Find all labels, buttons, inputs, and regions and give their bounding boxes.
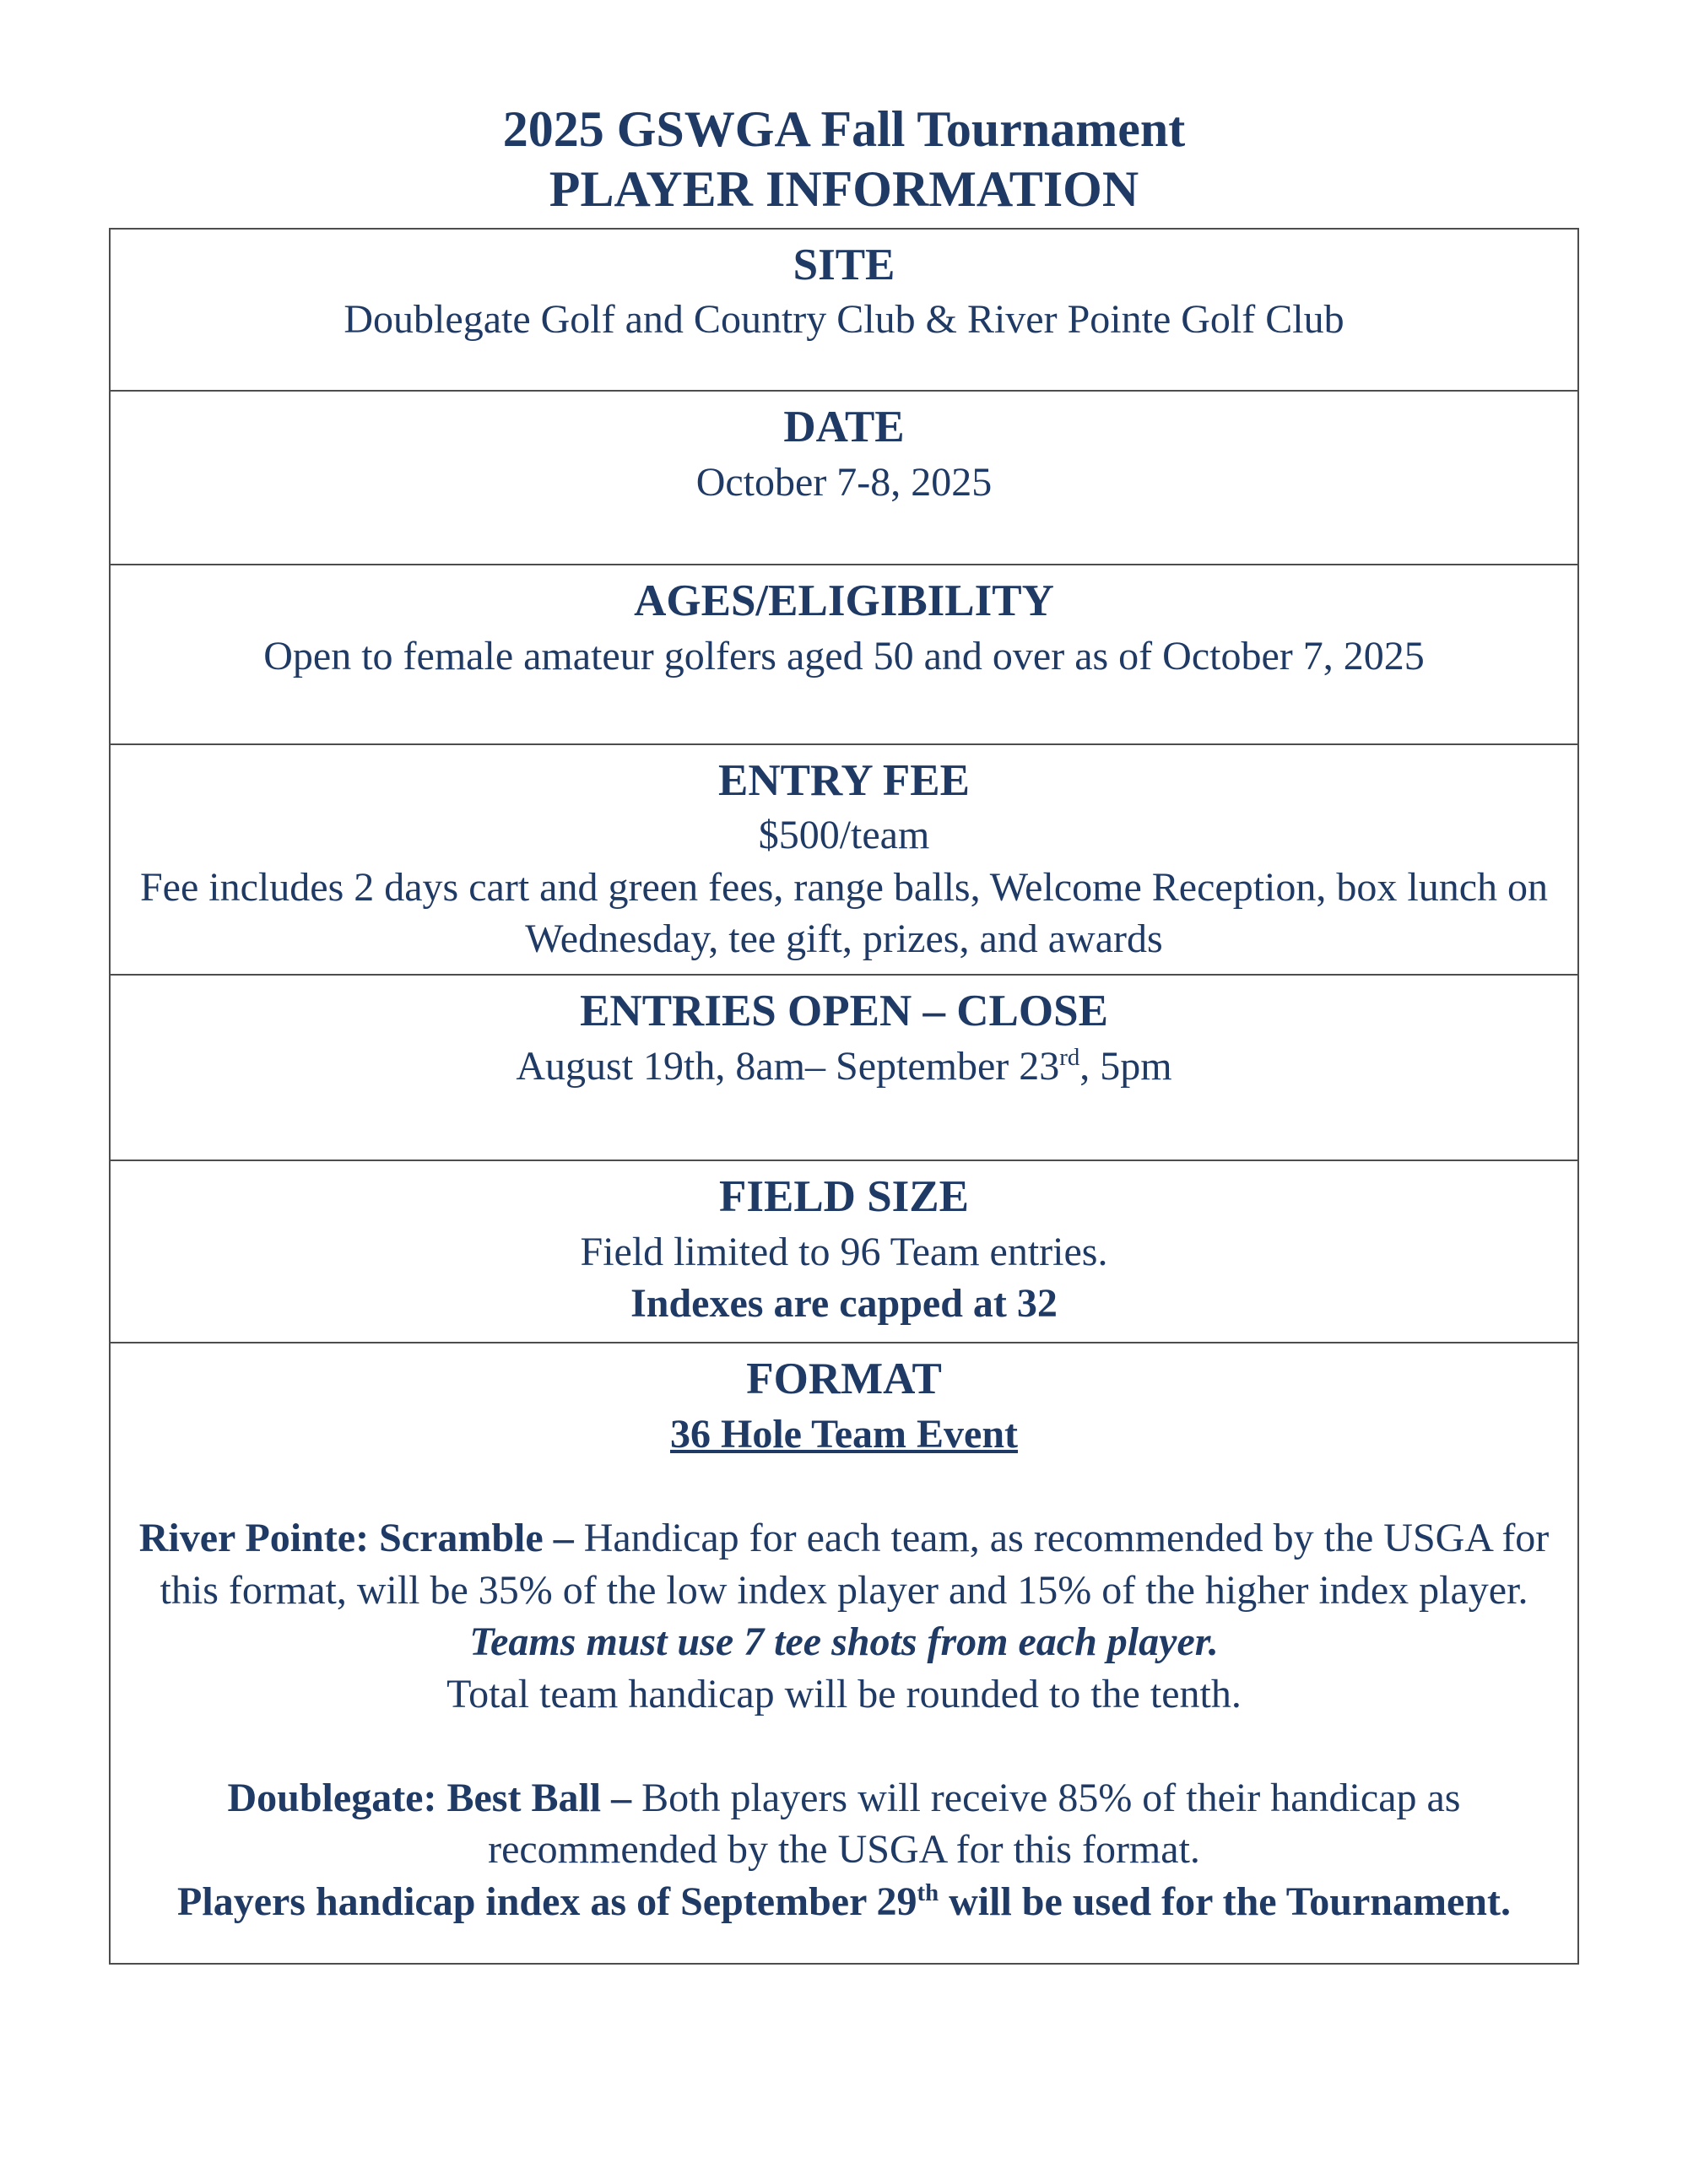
date-body: October 7-8, 2025 [695,459,993,505]
blank-line [134,1720,1554,1772]
river-pointe-paragraph [134,1512,1554,1616]
river-pointe-lead: River Pointe: Scramble – [138,1516,574,1561]
entries-superscript: rd [1059,1043,1080,1071]
section-date [111,390,1577,564]
section-ages-eligibility [111,564,1577,743]
section-site [111,230,1577,390]
doublegate-lead: Doublegate: Best Ball – [227,1775,632,1820]
section-entries-open-close [111,974,1577,1160]
handicap-index-note-part2: will be used for the Tournament. [939,1879,1511,1924]
doublegate-paragraph [134,1772,1554,1876]
document-title [0,100,1688,219]
format-heading: FORMAT [746,1354,942,1403]
entry-fee-details: Fee includes 2 days cart and green fees, range balls, Welcome Reception, box lunch on Wednesday, tee gift, prizes, and awards [139,864,1549,962]
section-field-size [111,1160,1577,1342]
ages-body: Open to female amateur golfers aged 50 and over as of October 7, 2025 [263,634,1425,679]
handicap-index-note-part1: Players handicap index as of September 29 [177,1879,917,1924]
handicap-index-note [134,1876,1554,1927]
title-line-2: PLAYER INFORMATION [549,160,1139,217]
field-size-index-cap: Indexes are capped at 32 [630,1281,1058,1327]
river-pointe-text: Handicap for each team, as recommended by the USGA for this format, will be 35% of the low index player and 15% of the higher index player. [160,1516,1550,1613]
date-heading: DATE [783,402,905,451]
river-pointe-tee-shot-rule: Teams must use 7 tee shots from each player. [469,1619,1219,1665]
title-line-1: 2025 GSWGA Fall Tournament [502,101,1186,157]
handicap-index-superscript: th [917,1879,939,1906]
field-size-limit: Field limited to 96 Team entries. [580,1230,1108,1274]
site-body: Doublegate Golf and Country Club & River Pointe Golf Club [344,297,1344,343]
player-information-table [109,228,1579,1965]
format-subheading: 36 Hole Team Event [669,1411,1018,1457]
section-entry-fee [111,743,1577,974]
entries-body-part1: August 19th, 8am– September 23 [516,1043,1060,1089]
section-format [111,1342,1577,1963]
entries-body [134,1041,1554,1092]
ages-heading: AGES/ELIGIBILITY [634,576,1054,626]
blank-line [134,1460,1554,1512]
entries-heading: ENTRIES OPEN – CLOSE [580,986,1108,1035]
entry-fee-heading: ENTRY FEE [717,755,971,805]
doublegate-text: Both players will receive 85% of their handicap as recommended by the USGA for this format. [488,1775,1461,1873]
site-heading: SITE [793,240,895,289]
entries-body-part2: , 5pm [1079,1043,1172,1089]
river-pointe-rounding-note: Total team handicap will be rounded to the tenth. [446,1671,1242,1716]
field-size-heading: FIELD SIZE [718,1172,970,1222]
entry-fee-amount: $500/team [758,813,930,858]
